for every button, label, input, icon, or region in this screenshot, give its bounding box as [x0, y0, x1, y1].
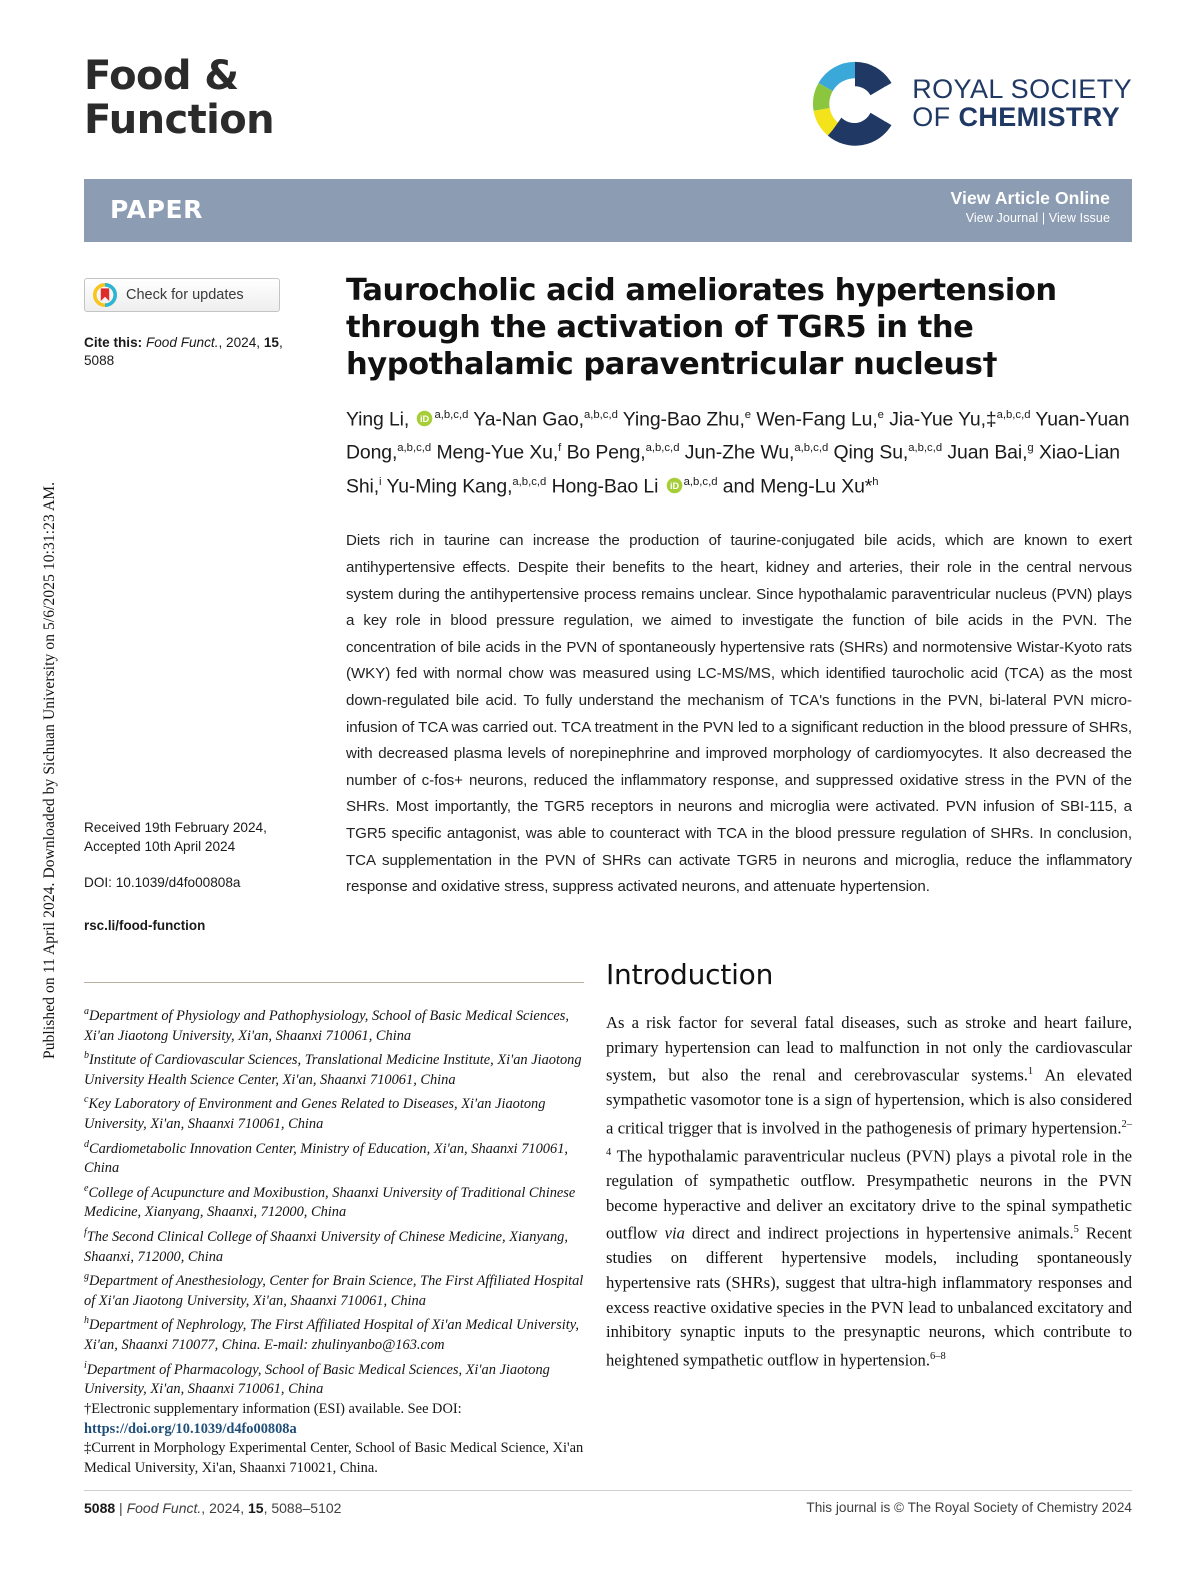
introduction-section: [606, 958, 1132, 1373]
cite-comma1: ,: [218, 335, 227, 350]
affiliation-item: $^c$Key Laboratory of Environment and Genes Related to Diseases, Xi'an Jiaotong University, Xi'an, Shaanxi 710061, China: [84, 1094, 546, 1132]
affiliations-block: [84, 1002, 590, 1479]
footer-page-number: 5088: [84, 1500, 116, 1516]
banner-sublinks: [951, 209, 1110, 227]
affiliation-item: $^d$Cardiometabolic Innovation Center, Ministry of Education, Xi'an, Shaanxi 710061, China: [84, 1138, 568, 1177]
publication-download-notice: Published on 11 April 2024. Downloaded by Sichuan University on 5/6/2025 10:31:23 AM.: [41, 481, 58, 1059]
view-article-online-link[interactable]: View Article Online: [950, 188, 1110, 208]
affiliation-item: $^f$The Second Clinical College of Shaanxi University of Chinese Medicine, Xianyang, Shaanxi, 712000, China: [84, 1227, 568, 1265]
footer-volume: 15: [248, 1500, 264, 1516]
orcid-icon[interactable]: [416, 410, 433, 427]
journal-title-line2: Function: [84, 97, 274, 143]
cite-comma2: ,: [256, 335, 264, 350]
affiliation-item: $^i$Department of Pharmacology, School of Basic Medical Sciences, Xi'an Jiaotong University, Xi'an, Shaanxi 710061, China: [84, 1359, 550, 1398]
cite-year: 2024: [226, 335, 257, 350]
cite-comma3: ,: [278, 335, 283, 350]
cite-journal: Food Funct.: [145, 335, 219, 350]
introduction-paragraph: As a risk factor for several fatal diseases, such as stroke and heart failure, primary hypertension can lead to malfunction in not only the cardiovascular system, but also the renal and cerebrovascular systems.$^1$ An elevated sympathetic vasomotor tone is a sign of hypertension, which is also considered a critical trigger that is involved in the pathogenesis of primary hypertension.$^{2-4}$ The hypothalamic paraventricular nucleus (PVN) plays a pivotal role in the regulation of sympathetic outflow. Presympathetic neurons in the PVN become hyperactive and deliver an excitatory drive to the spinal sympathetic outflow via direct and indirect projections in hypertensive animals.$^5$ Recent studies on different hypertensive models, including spontaneously hypertensive rats (SHRs), suggest that ultra-high inflammatory responses and excess reactive oxidative species in the PVN lead to unbalanced excitatory and inhibitory synaptic inputs to the presynaptic neurons, which contribute to heightened sympathetic outflow in hypertension.$^{6-8}$: [606, 1013, 1132, 1370]
received-date: Received 19th February 2024,: [84, 820, 267, 835]
masthead: [84, 48, 1132, 158]
page-footer: [84, 1500, 1132, 1516]
cite-prefix: Cite this:: [84, 335, 143, 350]
footer-c3: ,: [263, 1500, 272, 1516]
affiliation-item: $^g$Department of Anesthesiology, Center for Brain Science, The First Affiliated Hospital of Xi'an Jiaotong University, Xi'an, Shaanxi 710061, China: [84, 1271, 584, 1309]
footer-citation: [84, 1500, 341, 1516]
introduction-heading: Introduction: [606, 958, 774, 991]
banner-paper-label: PAPER: [110, 195, 204, 224]
rsc-chemistry: CHEMISTRY: [958, 102, 1121, 132]
svg-text:iD: iD: [420, 414, 430, 425]
banner-links: [951, 187, 1110, 227]
journal-title: [84, 54, 274, 142]
affiliation-item: $^e$College of Acupuncture and Moxibustion, Shaanxi University of Traditional Chinese Medicine, Xianyang, Shaanxi, 712000, China: [84, 1182, 576, 1221]
accepted-date: Accepted 10th April 2024: [84, 839, 236, 854]
footer-divider-char: |: [119, 1500, 123, 1516]
article-doi: DOI: 10.1039/d4fo00808a: [84, 875, 241, 890]
journal-title-line1: Food &: [84, 53, 239, 99]
check-for-updates-label: Check for updates: [126, 287, 244, 303]
check-for-updates-button[interactable]: [84, 278, 280, 312]
footer-pages: 5088–5102: [271, 1500, 342, 1516]
link-separator: |: [1041, 211, 1046, 225]
footer-year: 2024: [209, 1500, 241, 1516]
footer-c1: ,: [201, 1500, 210, 1516]
footer-c2: ,: [240, 1500, 248, 1516]
rsc-logo: [812, 56, 1132, 152]
footer-journal: Food Funct.: [126, 1500, 202, 1516]
rsc-circle-c-icon: [812, 61, 898, 147]
view-issue-link[interactable]: View Issue: [1048, 211, 1110, 225]
page-title: Taurocholic acid ameliorates hypertension through the activation of TGR5 in the hypothalamic paraventricular nucleus†: [346, 273, 1057, 382]
footer-divider: [84, 1490, 1132, 1491]
footer-copyright: This journal is © The Royal Society of Chemistry 2024: [806, 1500, 1132, 1515]
cite-volume: 15: [263, 335, 279, 350]
crossmark-icon: [93, 283, 117, 307]
footnote-item: ‡Current in Morphology Experimental Center, School of Basic Medical Science, Xi'an Medical University, Xi'an, Shaanxi 710021, China.: [84, 1440, 584, 1476]
left-meta-column: [84, 278, 316, 370]
cite-page: 5088: [84, 353, 115, 368]
author-list: Ying Li, iD $^{a,b,c,d}$ Ya-Nan Gao,$^{a,b,c,d}$ Ying-Bao Zhu,$^e$ Wen-Fang Lu,$^e$ Jia-Yue Yu,‡$^{a,b,c,d}$ Yuan-Yuan Dong,$^{a,b,c,d}$ Meng-Yue Xu,$^f$ Bo Peng,$^{a,b,c,d}$ Jun-Zhe Wu,$^{a,b,c,d}$ Qing Su,$^{a,b,c,d}$ Juan Bai,$^g$ Xiao-Lian Shi,$^i$ Yu-Ming Kang,$^{a,b,c,d}$ Hong-Bao Li iD $^{a,b,c,d}$ and Meng-Lu Xu*$^h$: [346, 408, 1130, 498]
rsc-wordmark-line2: [912, 104, 1132, 132]
dates-doi-block: [84, 818, 334, 935]
svg-text:iD: iD: [669, 481, 679, 492]
affiliation-item: $^b$Institute of Cardiovascular Sciences, Translational Medicine Institute, Xi'an Jiaotong University Health Science Center, Xi'an, Shaanxi 710061, China: [84, 1050, 582, 1088]
cite-this-block: [84, 334, 316, 370]
view-journal-link[interactable]: View Journal: [965, 211, 1039, 225]
abstract-text: Diets rich in taurine can increase the production of taurine-conjugated bile acids, which are known to exert antihypertensive effects. Despite their benefits to the heart, kidney and arteries, their role in the central nervous system during the antihypertensive process remains unclear. Since hypothalamic paraventricular nucleus (PVN) plays a key role in blood pressure regulation, we aimed to investigate the function of bile acids in the PVN. The concentration of bile acids in the PVN of spontaneously hypertensive rats (SHRs) and normotensive Wistar-Kyoto rats (WKY) fed with normal chow was measured using LC-MS/MS, which identified taurocholic acid (TCA) as the most down-regulated bile acid. To fully understand the mechanism of TCA's functions in the PVN, bi-lateral PVN micro-infusion of TCA was carried out. TCA treatment in the PVN led to a significant reduction in the blood pressure of SHRs, with decreased plasma levels of norepinephrine and improved morphology of cardiomyocytes. It also decreased the number of c-fos+ neurons, reduced the inflammatory response, and suppressed oxidative stress in the PVN of the SHRs. Most importantly, the TGR5 receptors in neurons and microglia were activated. PVN infusion of SBI-115, a TGR5 specific antagonist, was able to counteract with TCA in the blood pressure regulation of SHRs. In conclusion, TCA supplementation in the PVN of SHRs can activate TGR5 in neurons and microglia, reduce the inflammatory response and oxidative stress, suppress activated neurons, and attenuate hypertension.: [346, 532, 1132, 896]
affiliations-divider: [84, 982, 584, 983]
rsc-wordmark-line1: ROYAL SOCIETY: [912, 74, 1132, 105]
paper-banner: [84, 179, 1132, 242]
orcid-icon[interactable]: [666, 477, 683, 494]
rsc-wordmark: [912, 76, 1132, 131]
affiliation-item: $^h$Department of Nephrology, The First Affiliated Hospital of Xi'an Medical University, Xi'an, Shaanxi 710077, China. E-mail: zhulinyanbo@163.com: [84, 1315, 579, 1353]
footnote-item: †Electronic supplementary information (ESI) available. See DOI: https://doi.org/10.1039/d4fo00808a: [84, 1400, 462, 1437]
affiliation-item: $^a$Department of Physiology and Pathophysiology, School of Basic Medical Sciences, Xi'an Jiaotong University, Xi'an, Shaanxi 710061, China: [84, 1006, 569, 1044]
journal-homepage-link[interactable]: rsc.li/food-function: [84, 918, 206, 933]
article-head: [346, 272, 1132, 901]
rsc-of: OF: [912, 102, 959, 132]
